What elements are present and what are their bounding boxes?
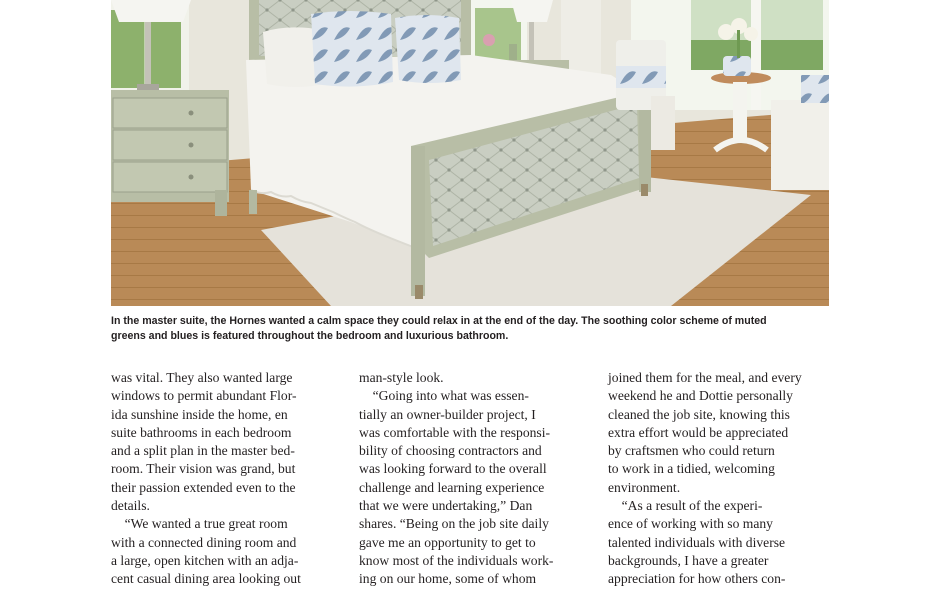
text-line: was looking forward to the overall <box>359 461 547 477</box>
text-line: bility of choosing contractors and <box>359 443 542 459</box>
text-column-2 <box>359 369 584 589</box>
text-line: windows to permit abundant Flor- <box>111 388 297 404</box>
text-line: gave me an opportunity to get to <box>359 534 536 550</box>
text-line: ing on our home, some of whom <box>359 571 537 587</box>
text-line: know most of the individuals work- <box>359 552 554 568</box>
text-line: was vital. They also wanted large <box>111 370 293 385</box>
text-line: joined them for the meal, and every <box>608 370 802 385</box>
text-column-3 <box>608 369 833 589</box>
text-line: “Going into what was essen- <box>359 388 529 404</box>
text-line: “As a result of the experi- <box>608 498 763 514</box>
text-line: details. <box>111 498 150 514</box>
text-line: that we were undertaking,” Dan <box>359 498 533 514</box>
text-line: man-style look. <box>359 370 444 385</box>
text-line: ida sunshine inside the home, en <box>111 406 288 422</box>
text-line: cent casual dining area looking out <box>111 571 301 587</box>
bedroom-photo <box>111 0 829 306</box>
text-line: environment. <box>608 479 681 495</box>
text-column-1 <box>111 369 336 589</box>
text-line: and a split plan in the master bed- <box>111 443 295 459</box>
photo-caption <box>111 314 831 343</box>
caption-line: In the master suite, the Hornes wanted a calm space they could relax in at the end of the day. The soothing color scheme of muted <box>111 315 767 327</box>
text-line: “We wanted a true great room <box>111 516 288 532</box>
caption-line: greens and blues is featured throughout the bedroom and luxurious bathroom. <box>111 329 509 342</box>
text-line: ence of working with so many <box>608 516 773 532</box>
text-line: challenge and learning experience <box>359 479 545 495</box>
text-line: a large, open kitchen with an adja- <box>111 552 299 568</box>
text-line: cleaned the job site, knowing this <box>608 406 790 422</box>
text-line: with a connected dining room and <box>111 534 297 550</box>
text-line: tially an owner-builder project, I <box>359 406 536 422</box>
text-line: room. Their vision was grand, but <box>111 461 296 477</box>
text-line: backgrounds, I have a greater <box>608 552 769 568</box>
text-line: was comfortable with the responsi- <box>359 424 551 440</box>
text-line: their passion extended even to the <box>111 479 296 495</box>
text-line: by craftsmen who could return <box>608 443 775 459</box>
text-line: to work in a tidied, welcoming <box>608 461 775 477</box>
text-line: suite bathrooms in each bedroom <box>111 424 292 440</box>
text-line: talented individuals with diverse <box>608 534 786 550</box>
text-line: extra effort would be appreciated <box>608 424 789 440</box>
bedroom-illustration <box>111 0 829 306</box>
text-line: appreciation for how others con- <box>608 571 786 587</box>
text-line: weekend he and Dottie personally <box>608 388 793 404</box>
text-line: shares. “Being on the job site daily <box>359 516 549 532</box>
